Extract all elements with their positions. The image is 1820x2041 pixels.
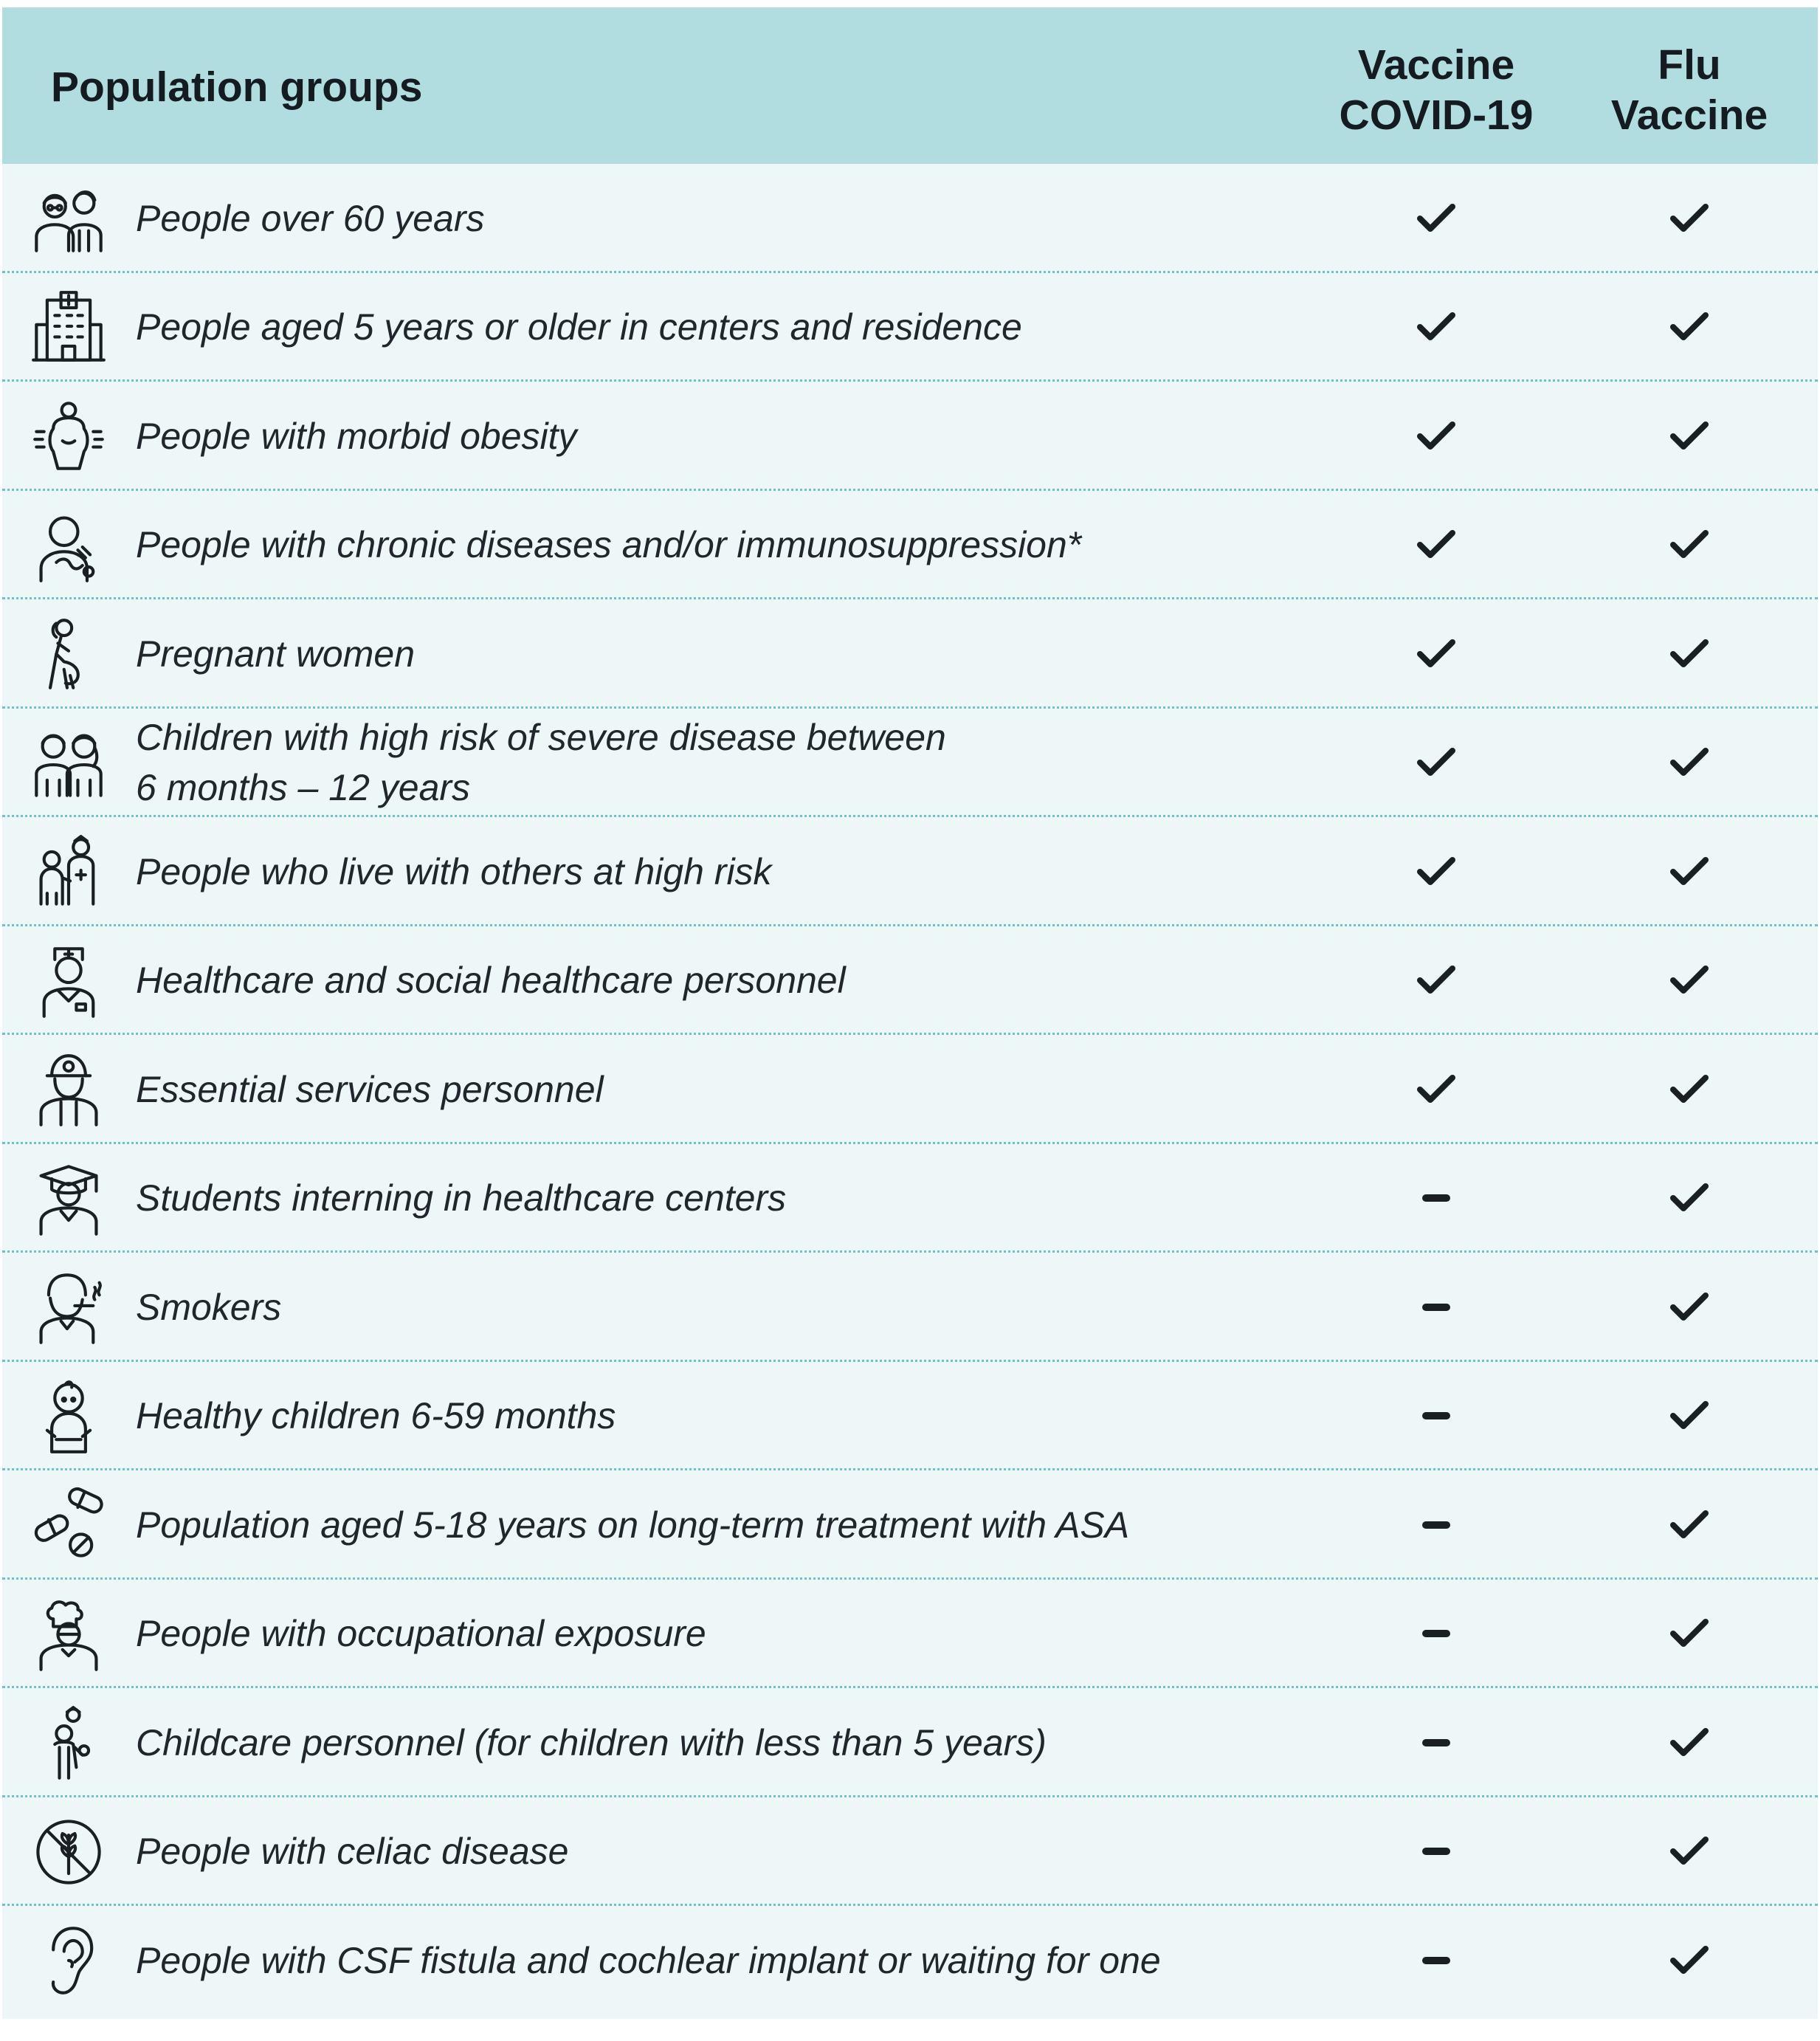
table-row bbox=[2, 709, 1818, 818]
flu-cell bbox=[1564, 926, 1815, 1035]
population-group-text: Childcare personnel (for children with less than 5 years) bbox=[136, 1721, 1047, 1763]
population-group-text: Pregnant women bbox=[136, 633, 416, 675]
graduate-student-icon bbox=[30, 1160, 107, 1237]
covid-check-icon bbox=[1416, 529, 1457, 561]
vaccination-table bbox=[2, 7, 1818, 2019]
table-row bbox=[2, 1253, 1818, 1362]
population-group-text: Population aged 5-18 years on long-term treatment with ASA bbox=[136, 1504, 1130, 1546]
population-group-label bbox=[136, 1688, 1287, 1797]
population-group-label bbox=[136, 382, 1287, 490]
checkmark-icon bbox=[1669, 1509, 1710, 1541]
checkmark-icon bbox=[1669, 1400, 1710, 1432]
table-row bbox=[2, 1580, 1818, 1689]
checkmark-icon bbox=[1669, 1944, 1710, 1977]
sick-person-icon bbox=[30, 507, 107, 584]
table-row bbox=[2, 1362, 1818, 1471]
covid-cell bbox=[1311, 926, 1562, 1035]
flu-vaccine-header bbox=[1564, 40, 1815, 140]
population-group-label bbox=[136, 491, 1287, 599]
population-group-label bbox=[136, 1144, 1287, 1253]
chef-worker-icon bbox=[30, 1596, 107, 1673]
flu-header-line-2: Vaccine bbox=[1610, 92, 1768, 139]
population-group-label bbox=[136, 1035, 1287, 1143]
flu-check-icon bbox=[1669, 1509, 1710, 1541]
flu-check-icon bbox=[1669, 746, 1710, 779]
checkmark-icon bbox=[1416, 746, 1457, 779]
population-group-text: Smokers bbox=[136, 1286, 282, 1328]
population-group-text: Students interning in healthcare centers bbox=[136, 1177, 787, 1219]
checkmark-icon bbox=[1669, 1835, 1710, 1868]
covid-cell bbox=[1311, 709, 1562, 817]
covid-check-icon bbox=[1416, 856, 1457, 888]
table-row bbox=[2, 926, 1818, 1036]
population-group-text: People aged 5 years or older in centers and residence bbox=[136, 306, 1022, 348]
covid-header-line-1: Vaccine bbox=[1357, 41, 1515, 89]
covid-cell bbox=[1311, 491, 1562, 599]
flu-cell bbox=[1564, 164, 1815, 272]
pills-icon bbox=[30, 1487, 107, 1563]
gluten-free-icon bbox=[30, 1814, 107, 1890]
flu-cell bbox=[1564, 1144, 1815, 1253]
table-row bbox=[2, 599, 1818, 709]
flu-check-icon bbox=[1669, 1835, 1710, 1868]
population-group-text: People who live with others at high risk bbox=[136, 850, 772, 892]
population-group-label bbox=[136, 273, 1287, 382]
covid-cell bbox=[1311, 599, 1562, 708]
table-row bbox=[2, 382, 1818, 491]
checkmark-icon bbox=[1669, 856, 1710, 888]
flu-cell bbox=[1564, 1362, 1815, 1470]
table-row bbox=[2, 1035, 1818, 1144]
covid-header-line-2: COVID-19 bbox=[1339, 92, 1534, 139]
population-group-label bbox=[136, 1253, 1287, 1361]
obesity-body-icon bbox=[30, 398, 107, 475]
table-row bbox=[2, 1470, 1818, 1580]
population-group-text: Healthy children 6-59 months bbox=[136, 1395, 616, 1436]
covid-cell bbox=[1311, 1688, 1562, 1797]
checkmark-icon bbox=[1669, 638, 1710, 670]
covid-check-icon bbox=[1416, 311, 1457, 343]
flu-check-icon bbox=[1669, 1073, 1710, 1106]
checkmark-icon bbox=[1669, 1182, 1710, 1214]
population-group-text: People over 60 years bbox=[136, 197, 485, 239]
covid-dash-icon bbox=[1422, 1521, 1450, 1529]
flu-check-icon bbox=[1669, 1944, 1710, 1977]
table-row bbox=[2, 817, 1818, 926]
flu-cell bbox=[1564, 1688, 1815, 1797]
population-group-label bbox=[136, 164, 1287, 272]
nurse-icon bbox=[30, 943, 107, 1019]
covid-cell bbox=[1311, 1362, 1562, 1470]
population-group-text: Essential services personnel bbox=[136, 1068, 604, 1110]
population-group-label bbox=[136, 1580, 1287, 1688]
checkmark-icon bbox=[1416, 420, 1457, 452]
table-row bbox=[2, 273, 1818, 382]
elderly-couple-icon bbox=[30, 180, 107, 257]
baby-icon bbox=[30, 1378, 107, 1455]
table-row bbox=[2, 1797, 1818, 1907]
covid-cell bbox=[1311, 1470, 1562, 1579]
ear-icon bbox=[30, 1922, 107, 1999]
population-group-text: People with celiac disease bbox=[136, 1831, 569, 1872]
smoker-icon bbox=[30, 1269, 107, 1346]
flu-check-icon bbox=[1669, 1727, 1710, 1759]
checkmark-icon bbox=[1669, 1727, 1710, 1759]
checkmark-icon bbox=[1669, 202, 1710, 235]
flu-check-icon bbox=[1669, 420, 1710, 452]
checkmark-icon bbox=[1669, 1291, 1710, 1324]
covid-cell bbox=[1311, 1253, 1562, 1361]
flu-cell bbox=[1564, 1253, 1815, 1361]
checkmark-icon bbox=[1669, 529, 1710, 561]
covid-check-icon bbox=[1416, 420, 1457, 452]
population-group-text: Children with high risk of severe disease between 6 months – 12 years bbox=[136, 717, 946, 808]
covid-dash-icon bbox=[1422, 1848, 1450, 1855]
checkmark-icon bbox=[1416, 856, 1457, 888]
covid-cell bbox=[1311, 1906, 1562, 2014]
table-row bbox=[2, 1144, 1818, 1253]
population-group-label bbox=[136, 1362, 1287, 1470]
checkmark-icon bbox=[1416, 311, 1457, 343]
childcare-worker-icon bbox=[30, 1704, 107, 1781]
covid-cell bbox=[1311, 1035, 1562, 1143]
covid-dash-icon bbox=[1422, 1304, 1450, 1311]
covid-check-icon bbox=[1416, 964, 1457, 997]
covid-check-icon bbox=[1416, 746, 1457, 779]
flu-cell bbox=[1564, 1470, 1815, 1579]
flu-check-icon bbox=[1669, 1291, 1710, 1324]
flu-check-icon bbox=[1669, 1617, 1710, 1650]
covid-cell bbox=[1311, 164, 1562, 272]
checkmark-icon bbox=[1416, 202, 1457, 235]
covid-dash-icon bbox=[1422, 1739, 1450, 1746]
table-body bbox=[2, 164, 1818, 2015]
flu-cell bbox=[1564, 1580, 1815, 1688]
flu-check-icon bbox=[1669, 638, 1710, 670]
checkmark-icon bbox=[1669, 420, 1710, 452]
checkmark-icon bbox=[1416, 529, 1457, 561]
covid-dash-icon bbox=[1422, 1630, 1450, 1637]
covid-cell bbox=[1311, 1797, 1562, 1906]
flu-cell bbox=[1564, 599, 1815, 708]
checkmark-icon bbox=[1669, 964, 1710, 997]
checkmark-icon bbox=[1416, 638, 1457, 670]
flu-check-icon bbox=[1669, 856, 1710, 888]
flu-check-icon bbox=[1669, 529, 1710, 561]
population-group-label bbox=[136, 817, 1287, 926]
covid-cell bbox=[1311, 273, 1562, 382]
covid-check-icon bbox=[1416, 202, 1457, 235]
hospital-building-icon bbox=[30, 289, 107, 366]
covid-dash-icon bbox=[1422, 1194, 1450, 1202]
table-row bbox=[2, 1906, 1818, 2015]
population-group-label bbox=[136, 1906, 1287, 2014]
checkmark-icon bbox=[1669, 311, 1710, 343]
flu-cell bbox=[1564, 1797, 1815, 1906]
checkmark-icon bbox=[1669, 1073, 1710, 1106]
flu-check-icon bbox=[1669, 202, 1710, 235]
table-row bbox=[2, 491, 1818, 600]
pregnant-woman-icon bbox=[30, 616, 107, 692]
covid-cell bbox=[1311, 382, 1562, 490]
flu-check-icon bbox=[1669, 311, 1710, 343]
flu-check-icon bbox=[1669, 1182, 1710, 1214]
flu-cell bbox=[1564, 1035, 1815, 1143]
checkmark-icon bbox=[1669, 1617, 1710, 1650]
covid-vaccine-header bbox=[1311, 40, 1562, 140]
table-row bbox=[2, 1688, 1818, 1797]
covid-dash-icon bbox=[1422, 1412, 1450, 1419]
flu-cell bbox=[1564, 817, 1815, 926]
flu-check-icon bbox=[1669, 1400, 1710, 1432]
population-group-label bbox=[136, 599, 1287, 708]
covid-cell bbox=[1311, 817, 1562, 926]
table-header bbox=[2, 7, 1818, 164]
population-group-text: People with CSF fistula and cochlear implant or waiting for one bbox=[136, 1939, 1161, 1981]
flu-cell bbox=[1564, 273, 1815, 382]
children-icon bbox=[30, 725, 107, 802]
covid-cell bbox=[1311, 1144, 1562, 1253]
flu-cell bbox=[1564, 382, 1815, 490]
covid-check-icon bbox=[1416, 1073, 1457, 1106]
population-group-text: Healthcare and social healthcare personnel bbox=[136, 960, 846, 1001]
flu-cell bbox=[1564, 491, 1815, 599]
flu-header-line-1: Flu bbox=[1658, 41, 1721, 89]
population-group-label bbox=[136, 1470, 1287, 1579]
table-row bbox=[2, 164, 1818, 273]
checkmark-icon bbox=[1416, 1073, 1457, 1106]
flu-cell bbox=[1564, 1906, 1815, 2014]
firefighter-icon bbox=[30, 1051, 107, 1128]
covid-check-icon bbox=[1416, 638, 1457, 670]
population-groups-header: Population groups bbox=[51, 63, 423, 111]
population-group-text: People with chronic diseases and/or immunosuppression* bbox=[136, 524, 1082, 565]
population-group-text: People with morbid obesity bbox=[136, 415, 577, 457]
population-group-text: People with occupational exposure bbox=[136, 1613, 706, 1654]
covid-cell bbox=[1311, 1580, 1562, 1688]
flu-check-icon bbox=[1669, 964, 1710, 997]
population-group-label bbox=[136, 709, 1287, 817]
checkmark-icon bbox=[1669, 746, 1710, 779]
covid-dash-icon bbox=[1422, 1957, 1450, 1964]
population-group-label bbox=[136, 926, 1287, 1035]
checkmark-icon bbox=[1416, 964, 1457, 997]
family-caregiver-icon bbox=[30, 833, 107, 910]
population-group-label bbox=[136, 1797, 1287, 1906]
flu-cell bbox=[1564, 709, 1815, 817]
